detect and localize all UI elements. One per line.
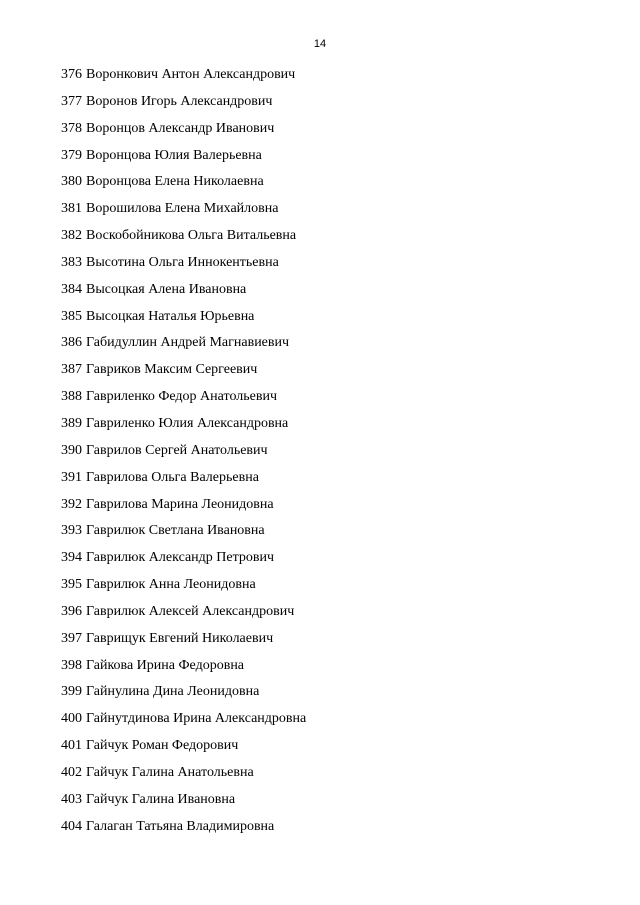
entry-number: 398 — [61, 657, 82, 673]
entry-number: 399 — [61, 684, 82, 700]
list-item — [61, 332, 306, 359]
entry-number: 383 — [61, 254, 82, 270]
list-item — [61, 816, 306, 843]
list-item — [61, 762, 306, 789]
entry-number: 378 — [61, 120, 82, 136]
name-list — [61, 64, 306, 842]
entry-number: 387 — [61, 362, 82, 378]
entry-number: 390 — [61, 442, 82, 458]
entry-number: 384 — [61, 281, 82, 297]
entry-name: Гайчук Галина Анатольевна — [86, 764, 254, 780]
entry-number: 394 — [61, 550, 82, 566]
list-item — [61, 520, 306, 547]
entry-number: 377 — [61, 93, 82, 109]
list-item — [61, 359, 306, 386]
entry-number: 380 — [61, 174, 82, 190]
entry-number: 388 — [61, 389, 82, 405]
entry-number: 395 — [61, 577, 82, 593]
entry-name: Воронцова Елена Николаевна — [86, 174, 264, 190]
entry-name: Гаврилова Марина Леонидовна — [86, 496, 274, 512]
list-item — [61, 386, 306, 413]
list-item — [61, 494, 306, 521]
list-item — [61, 91, 306, 118]
entry-name: Высотина Ольга Иннокентьевна — [86, 254, 279, 270]
list-item — [61, 547, 306, 574]
entry-number: 385 — [61, 308, 82, 324]
entry-name: Воронцов Александр Иванович — [86, 120, 275, 136]
entry-name: Воронцова Юлия Валерьевна — [86, 147, 262, 163]
entry-name: Гайнутдинова Ирина Александровна — [86, 711, 307, 727]
entry-name: Гайчук Галина Ивановна — [86, 791, 236, 807]
list-item — [61, 171, 306, 198]
list-item — [61, 118, 306, 145]
entry-name: Высоцкая Алена Ивановна — [86, 281, 247, 297]
list-item — [61, 279, 306, 306]
entry-number: 389 — [61, 415, 82, 431]
entry-name: Воронов Игорь Александрович — [86, 93, 273, 109]
entry-name: Гайнулина Дина Леонидовна — [86, 684, 260, 700]
list-item — [61, 145, 306, 172]
entry-name: Гайкова Ирина Федоровна — [86, 657, 245, 673]
entry-name: Гаврилова Ольга Валерьевна — [86, 469, 259, 485]
entry-name: Гавриков Максим Сергеевич — [86, 362, 258, 378]
entry-number: 376 — [61, 67, 82, 82]
entry-name: Галаган Татьяна Владимировна — [86, 818, 275, 834]
list-item — [61, 655, 306, 682]
list-item — [61, 735, 306, 762]
list-item — [61, 306, 306, 333]
entry-name: Габидуллин Андрей Магнавиевич — [86, 335, 290, 351]
list-item — [61, 413, 306, 440]
list-item — [61, 225, 306, 252]
entry-name: Гаврилюк Алексей Александрович — [86, 603, 295, 619]
entry-number: 379 — [61, 147, 82, 163]
entry-number: 381 — [61, 201, 82, 217]
entry-name: Высоцкая Наталья Юрьевна — [86, 308, 255, 324]
entry-number: 392 — [61, 496, 82, 512]
entry-name: Воронкович Антон Александрович — [86, 67, 296, 82]
entry-number: 391 — [61, 469, 82, 485]
list-item — [61, 64, 306, 91]
entry-number: 402 — [61, 764, 82, 780]
entry-number: 403 — [61, 791, 82, 807]
entry-number: 401 — [61, 738, 82, 754]
list-item — [61, 789, 306, 816]
list-item — [61, 440, 306, 467]
entry-number: 382 — [61, 228, 82, 244]
entry-number: 393 — [61, 523, 82, 539]
entry-name: Гаврищук Евгений Николаевич — [86, 630, 274, 646]
entry-number: 397 — [61, 630, 82, 646]
list-item — [61, 601, 306, 628]
entry-number: 386 — [61, 335, 82, 351]
entry-number: 400 — [61, 711, 82, 727]
entry-name: Воскобойникова Ольга Витальевна — [86, 228, 297, 244]
page-number: 14 — [313, 38, 327, 50]
list-item — [61, 574, 306, 601]
entry-name: Ворошилова Елена Михайловна — [86, 201, 279, 217]
list-item — [61, 252, 306, 279]
list-item — [61, 198, 306, 225]
list-item — [61, 708, 306, 735]
entry-name: Гавриленко Юлия Александровна — [86, 415, 289, 431]
entry-name: Гаврилов Сергей Анатольевич — [86, 442, 268, 458]
entry-name: Гайчук Роман Федорович — [86, 738, 239, 754]
entry-name: Гаврилюк Анна Леонидовна — [86, 577, 256, 593]
list-item — [61, 467, 306, 494]
entry-number: 404 — [61, 818, 82, 834]
entry-number: 396 — [61, 603, 82, 619]
entry-name: Гаврилюк Александр Петрович — [86, 550, 275, 566]
list-item — [61, 628, 306, 655]
entry-name: Гаврилюк Светлана Ивановна — [86, 523, 265, 539]
list-item — [61, 681, 306, 708]
entry-name: Гавриленко Федор Анатольевич — [86, 389, 277, 405]
